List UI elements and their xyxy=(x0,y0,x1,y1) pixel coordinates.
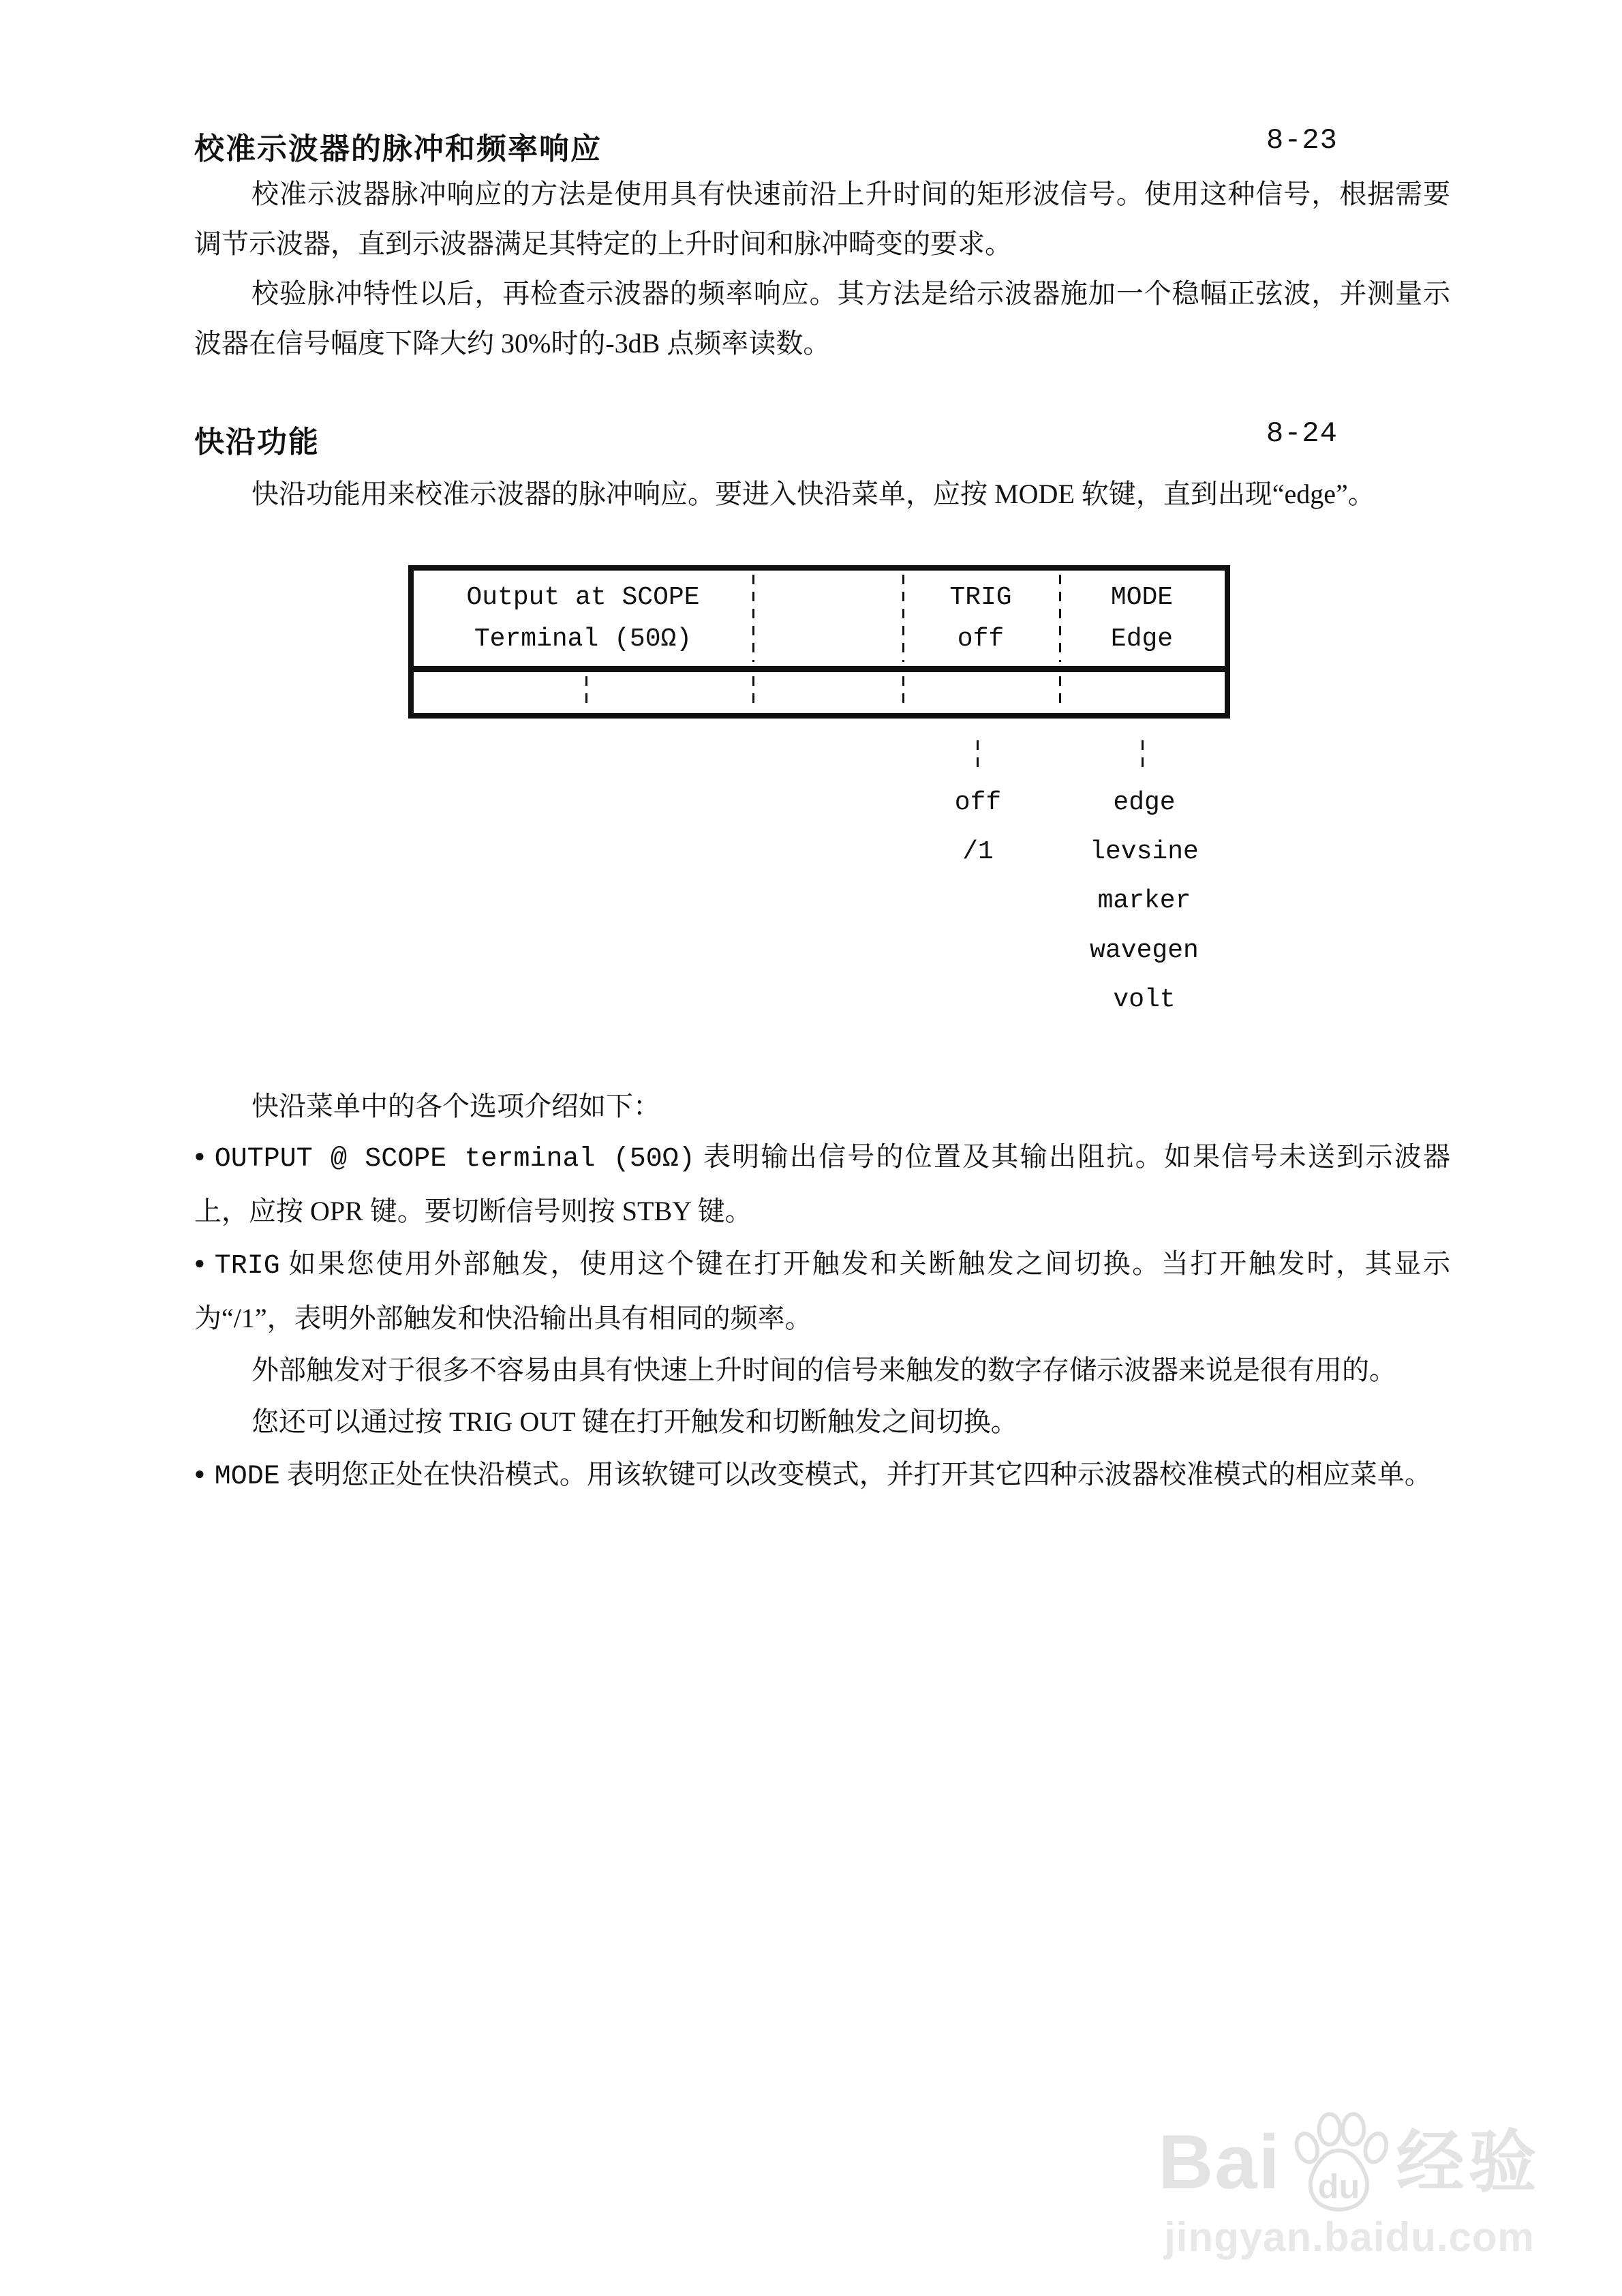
mode-option-volt: volt xyxy=(1113,985,1176,1014)
dashed-divider xyxy=(902,676,904,709)
bullet-mode xyxy=(194,1448,1450,1503)
bullet-icon: ● xyxy=(194,1464,205,1483)
watermark-url: jingyan.baidu.com xyxy=(1164,2214,1535,2260)
section-pulse-page-number: 8-23 xyxy=(1266,124,1338,157)
mode-option-wavegen: wavegen xyxy=(1090,936,1199,965)
mode-options-connector xyxy=(1142,740,1144,774)
section-pulse-title: 校准示波器的脉冲和频率响应 xyxy=(194,132,602,166)
bullet-icon: ● xyxy=(194,1146,205,1166)
options-intro-block xyxy=(194,1081,1450,1131)
output-terminal-line1: Output at SCOPE xyxy=(466,583,700,612)
paragraph-edge-intro: 快沿功能用来校准示波器的脉冲响应。要进入快沿菜单，应按 MODE 软键，直到出现“edge”。 xyxy=(251,479,1375,509)
trig-option-div1: /1 xyxy=(962,837,994,866)
baidu-logo-jingyan-cn: 经验 xyxy=(1396,2124,1541,2201)
bullet-trig-text: 如果您使用外部触发，使用这个键在打开触发和关断触发之间切换。当打开触发时，其显示为“/1”，表明外部触发和快沿输出具有相同的频率。 xyxy=(194,1248,1450,1333)
trig-options-connector xyxy=(977,740,979,774)
mode-option-marker: marker xyxy=(1097,886,1191,916)
dashed-divider xyxy=(752,676,754,709)
baidu-logo-bai: Bai xyxy=(1158,2119,1281,2205)
paragraph-pulse-method: 校准示波器脉冲响应的方法是使用具有快速前沿上升时间的矩形波信号。使用这种信号，根据需要调节示波器，直到示波器满足其特定的上升时间和脉冲畸变的要求。 xyxy=(194,179,1450,259)
dashed-divider xyxy=(752,575,754,662)
bullet-mode-label: MODE xyxy=(214,1462,280,1492)
bullet-output-text: 表明输出信号的位置及其输出阻抗。如果信号未送到示波器上，应按 OPR 键。要切断信号则按 STBY 键。 xyxy=(194,1141,1450,1226)
output-terminal-line2: Terminal (50Ω) xyxy=(474,624,692,654)
diagram-softkey-row xyxy=(414,672,1225,713)
section-edge-body xyxy=(194,469,1450,519)
baidu-jingyan-watermark xyxy=(1145,2110,1554,2260)
softkey-menu-diagram xyxy=(408,565,1230,719)
section-pulse-heading-row xyxy=(194,124,1450,168)
bullet-output xyxy=(194,1130,1450,1237)
section-edge-page-number: 8-24 xyxy=(1266,417,1338,450)
bullet-trig xyxy=(194,1237,1450,1344)
diagram-header-row xyxy=(414,571,1225,672)
mode-value: Edge xyxy=(1110,624,1174,654)
section-pulse-body xyxy=(194,169,1450,368)
trig-option-off: off xyxy=(954,788,1002,817)
trig-note-trigout: 您还可以通过按 TRIG OUT 键在打开触发和切断触发之间切换。 xyxy=(251,1406,1018,1437)
bullet-output-label: OUTPUT @ SCOPE terminal (50Ω) xyxy=(214,1144,695,1175)
paragraph-frequency-check: 校验脉冲特性以后，再检查示波器的频率响应。其方法是给示波器施加一个稳幅正弦波，并测量示波器在信号幅度下降大约 30%时的-3dB 点频率读数。 xyxy=(194,278,1450,359)
section-edge-title: 快沿功能 xyxy=(194,425,320,459)
trig-note-external: 外部触发对于很多不容易由具有快速上升时间的信号来触发的数字存储示波器来说是很有用的。 xyxy=(251,1355,1396,1385)
bullet-icon: ● xyxy=(194,1253,205,1273)
baidu-logo xyxy=(1145,2110,1554,2214)
options-intro: 快沿菜单中的各个选项介绍如下： xyxy=(251,1091,660,1121)
baidu-paw-icon xyxy=(1283,2110,1395,2218)
options-list xyxy=(194,1130,1450,1503)
mode-softkey-cell xyxy=(1059,571,1225,666)
dashed-divider xyxy=(1059,676,1061,709)
output-terminal-cell xyxy=(414,571,752,666)
baidu-logo-du: du xyxy=(1317,2166,1360,2206)
mode-option-edge: edge xyxy=(1113,788,1176,817)
bullet-trig-label: TRIG xyxy=(214,1251,280,1282)
mode-option-levsine: levsine xyxy=(1090,837,1199,866)
bullet-mode-text: 表明您正处在快沿模式。用该软键可以改变模式，并打开其它四种示波器校准模式的相应菜单。 xyxy=(279,1459,1432,1490)
dashed-divider xyxy=(585,676,587,709)
trig-label: TRIG xyxy=(949,583,1012,612)
mode-label: MODE xyxy=(1110,583,1174,612)
trig-softkey-cell xyxy=(902,571,1059,666)
section-edge-heading-row xyxy=(194,417,1450,461)
trig-value: off xyxy=(957,624,1005,654)
